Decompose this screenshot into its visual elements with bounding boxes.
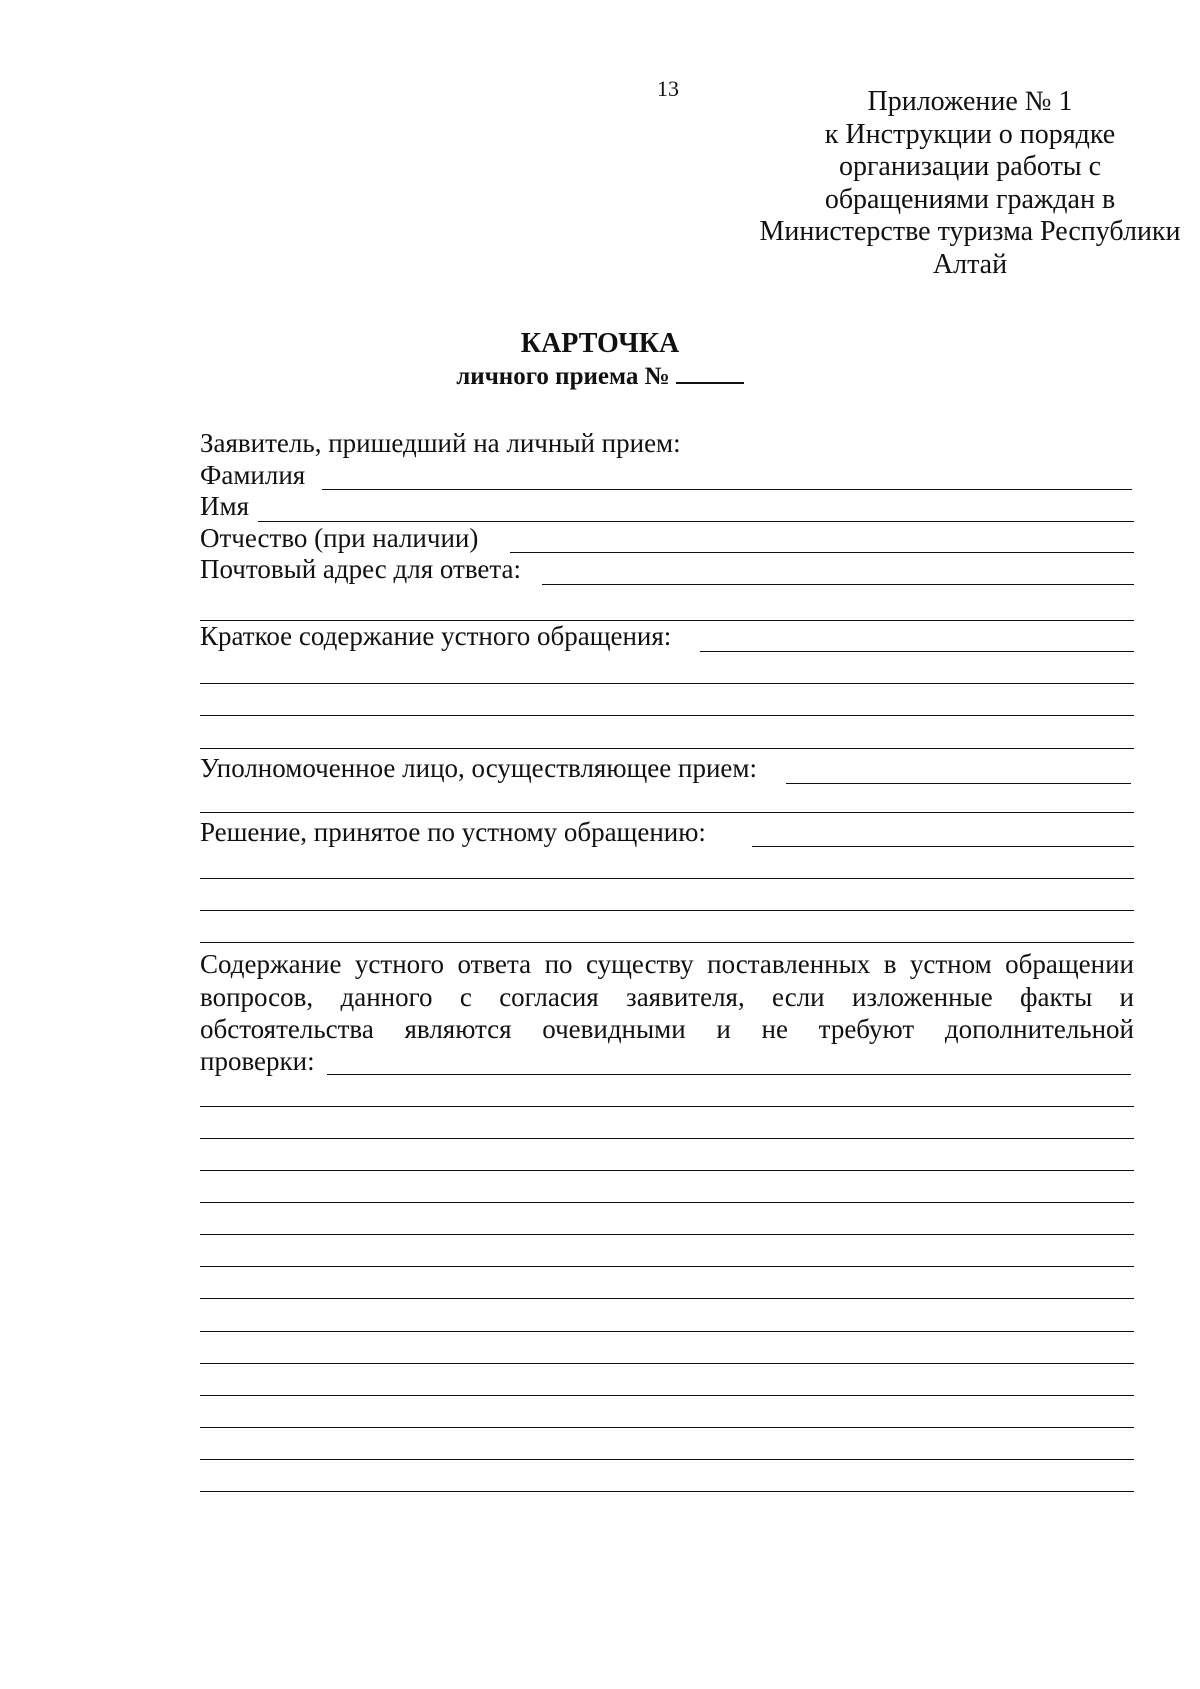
surname-label: Фамилия <box>200 460 306 490</box>
summary-field-line-3[interactable] <box>200 715 1134 716</box>
address-label: Почтовый адрес для ответа: <box>200 554 522 584</box>
answer-last-line: проверки: <box>200 1046 315 1076</box>
decision-label: Решение, принятое по устному обращению: <box>200 817 706 847</box>
decision-field-line-4[interactable] <box>200 942 1134 943</box>
card-subtitle <box>0 363 1200 391</box>
answer-field-line[interactable] <box>200 1202 1134 1203</box>
summary-field-line-4[interactable] <box>200 748 1134 749</box>
page-number: 13 <box>657 76 679 101</box>
address-field[interactable] <box>542 584 1134 585</box>
answer-field-line[interactable] <box>200 1459 1134 1460</box>
patronymic-field[interactable] <box>510 552 1134 553</box>
answer-field-line[interactable] <box>200 1331 1134 1332</box>
card-subtitle-text: личного приема № <box>456 363 670 390</box>
appendix-line: обращениями граждан в <box>824 183 1116 215</box>
appendix-header <box>700 86 1200 281</box>
official-field-line-2[interactable] <box>200 812 1134 813</box>
surname-field[interactable] <box>322 489 1132 490</box>
answer-field-line[interactable] <box>200 1170 1134 1171</box>
summary-field-line-2[interactable] <box>200 683 1134 684</box>
decision-field[interactable] <box>752 846 1134 847</box>
card-number-blank[interactable] <box>676 364 744 384</box>
card-title: КАРТОЧКА <box>520 328 680 359</box>
answer-field-line[interactable] <box>200 1138 1134 1139</box>
patronymic-label: Отчество (при наличии) <box>200 523 479 553</box>
official-field[interactable] <box>786 783 1131 784</box>
appendix-line: к Инструкции о порядке <box>824 118 1116 150</box>
appendix-line: организации работы с <box>838 151 1102 182</box>
summary-field[interactable] <box>700 651 1134 652</box>
answer-field-line[interactable] <box>200 1106 1134 1107</box>
answer-field-line[interactable] <box>200 1491 1134 1492</box>
answer-field-line[interactable] <box>200 1234 1134 1235</box>
applicant-heading: Заявитель, пришедший на личный прием: <box>200 428 681 458</box>
answer-field-line[interactable] <box>200 1427 1134 1428</box>
answer-field[interactable] <box>327 1074 1131 1075</box>
decision-field-line-2[interactable] <box>200 878 1134 879</box>
appendix-line: Алтай <box>932 248 1008 280</box>
name-label: Имя <box>200 491 250 521</box>
answer-field-line[interactable] <box>200 1266 1134 1267</box>
answer-field-line[interactable] <box>200 1298 1134 1299</box>
answer-field-line[interactable] <box>200 1395 1134 1396</box>
appendix-line: Приложение № 1 <box>867 86 1073 117</box>
summary-label: Краткое содержание устного обращения: <box>200 621 672 651</box>
answer-field-line[interactable] <box>200 1363 1134 1364</box>
decision-field-line-3[interactable] <box>200 910 1134 911</box>
appendix-line: Министерстве туризма Республики <box>759 216 1181 247</box>
answer-paragraph: Содержание устного ответа по существу поставленных в устном обращении вопросов, данного с согласия заявителя, если изложенные факты и обстоятельства являются очевидными и не требуют дополнительной <box>200 949 1134 1044</box>
official-label: Уполномоченное лицо, осуществляющее прием: <box>200 753 757 783</box>
